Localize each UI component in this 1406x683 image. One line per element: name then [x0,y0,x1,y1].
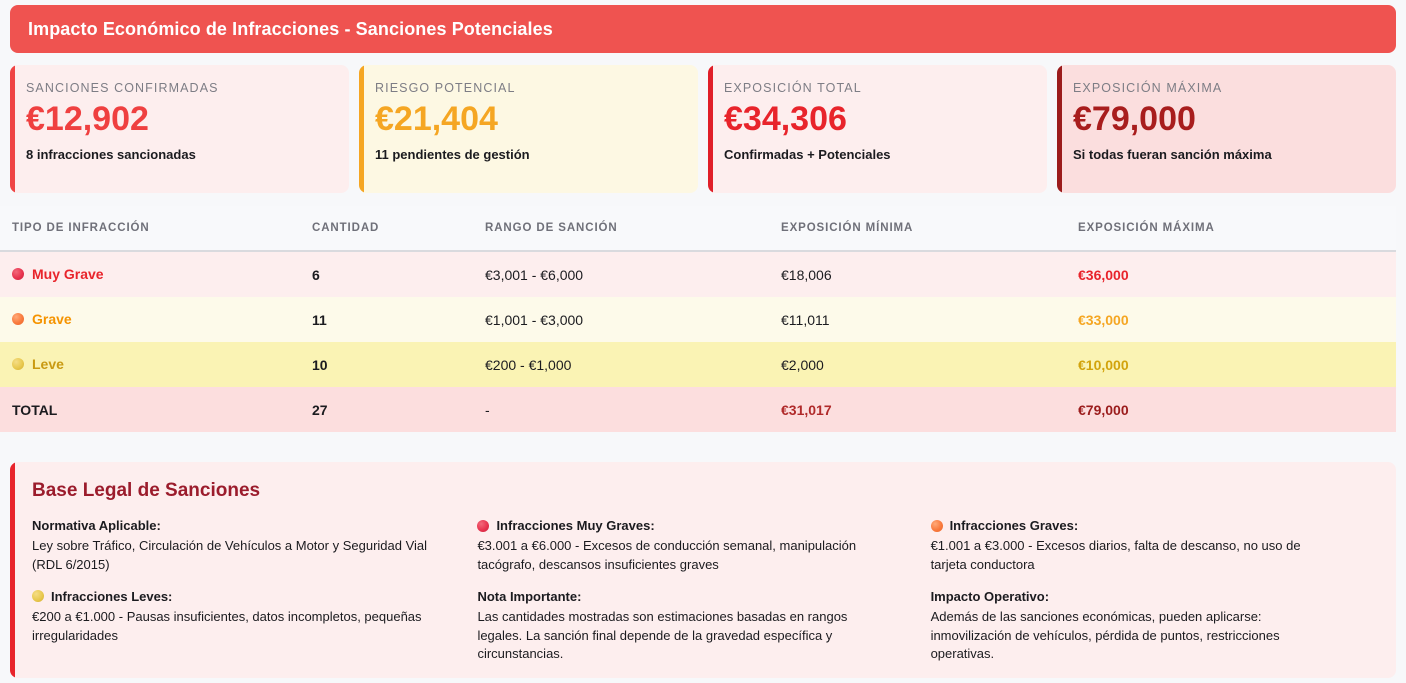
legal-block-heading [931,589,1332,604]
severity-text: Leve [32,356,64,372]
cell-total-label: TOTAL [12,401,58,418]
legal-heading-text: Infracciones Muy Graves: [496,518,655,533]
stat-card-label: EXPOSICIÓN MÁXIMA [1073,81,1223,95]
column-header-cantidad: CANTIDAD [312,222,380,234]
cell-rango: €1,001 - €3,000 [485,311,584,328]
legal-column-1 [32,518,477,678]
stat-card-sanciones-confirmadas [10,65,349,193]
legal-heading-text: Infracciones Leves: [51,588,173,604]
stat-card-subtitle: Confirmadas + Potenciales [724,146,891,162]
legal-heading-text: Impacto Operativo: [930,588,1050,604]
stat-card-value: €12,902 [26,100,149,138]
cell-cantidad: 11 [312,311,327,328]
table-total-row [0,387,1396,432]
stat-card-value: €34,306 [724,100,847,138]
severity-label-grave [12,311,72,327]
legal-block-body: Además de las sanciones económicas, pueden aplicarse: inmovilización de vehículos, pérdida de puntos, restricciones operativas. [930,608,1280,662]
red-circle-icon [477,520,489,532]
orange-circle-icon [12,313,24,325]
stat-card-subtitle: 11 pendientes de gestión [375,146,530,162]
legal-block-heading [32,518,433,533]
orange-circle-icon [931,520,943,532]
cell-rango: €200 - €1,000 [485,356,572,373]
severity-label-muy-grave [12,266,104,282]
stat-card-label: EXPOSICIÓN TOTAL [724,81,862,95]
cell-total-minima: €31,017 [781,401,832,418]
legal-block-body: €1.001 a €3.000 - Excesos diarios, falta de descanso, no uso de tarjeta conductora [930,538,1301,572]
stat-card-label: SANCIONES CONFIRMADAS [26,81,219,95]
stat-card-value: €21,404 [375,100,498,138]
yellow-circle-icon [12,358,24,370]
stat-card-subtitle: 8 infracciones sancionadas [26,146,196,162]
legal-basis-title: Base Legal de Sanciones [32,480,261,501]
legal-block-impacto-operativo [931,589,1332,665]
stat-card-value: €79,000 [1073,100,1196,138]
legal-block-body: Ley sobre Tráfico, Circulación de Vehículos a Motor y Seguridad Vial (RDL 6/2015) [32,538,428,572]
stat-card-label: RIESGO POTENCIAL [375,81,516,95]
summary-cards [10,65,1396,193]
cell-rango: €3,001 - €6,000 [485,266,584,283]
legal-block-heading [477,589,886,604]
column-header-tipo: TIPO DE INFRACCIÓN [12,222,150,234]
cell-exposicion-maxima: €36,000 [1078,266,1129,283]
legal-heading-text: Normativa Aplicable: [32,518,161,533]
legal-heading-text: Infracciones Graves: [949,518,1079,533]
cell-total-rango: - [485,401,490,418]
legal-basis-panel [10,462,1396,678]
cell-total-maxima: €79,000 [1078,401,1129,418]
column-header-rango: RANGO DE SANCIÓN [485,222,618,234]
legal-column-2 [477,518,930,678]
stat-card-riesgo-potencial [359,65,698,193]
page-title: Impacto Económico de Infracciones - Sanciones Potenciales [28,18,553,39]
table-header-row [0,206,1396,252]
stat-card-subtitle: Si todas fueran sanción máxima [1073,146,1272,162]
legal-block-nota-importante [477,589,886,665]
legal-block-infracciones-muy-graves [477,518,886,575]
table-row[interactable] [0,342,1396,387]
legal-block-infracciones-graves [931,518,1332,575]
legal-block-body: €3.001 a €6.000 - Excesos de conducción semanal, manipulación tacógrafo, descansos insuficientes graves [477,538,857,572]
red-circle-icon [12,268,24,280]
legal-block-heading [477,518,886,533]
infractions-table [0,206,1396,432]
column-header-maxima: EXPOSICIÓN MÁXIMA [1078,222,1215,234]
page-header-banner [10,5,1396,53]
legal-heading-text: Nota Importante: [477,588,582,604]
stat-card-exposicion-maxima [1057,65,1396,193]
cell-cantidad: 10 [312,356,328,373]
legal-block-body: Las cantidades mostradas son estimaciones basadas en rangos legales. La sanción final depende de la gravedad específica y circunstancias. [477,608,848,662]
legal-block-heading [931,518,1332,533]
cell-cantidad: 6 [312,266,320,283]
severity-text: Grave [32,311,72,327]
legal-basis-columns [32,518,1376,678]
column-header-minima: EXPOSICIÓN MÍNIMA [781,222,914,234]
table-row[interactable] [0,252,1396,297]
legal-block-body: €200 a €1.000 - Pausas insuficientes, datos incompletos, pequeñas irregularidades [32,608,422,643]
cell-exposicion-minima: €2,000 [781,356,824,373]
cell-tipo [0,266,306,283]
stat-card-exposicion-total [708,65,1047,193]
cell-total-cantidad: 27 [312,401,328,418]
table-row[interactable] [0,297,1396,342]
yellow-circle-icon [32,590,44,602]
legal-column-3 [931,518,1376,678]
legal-block-infracciones-leves [32,589,433,646]
legal-block-normativa [32,518,433,575]
cell-exposicion-maxima: €10,000 [1078,356,1129,373]
severity-label-leve [12,356,64,372]
cell-exposicion-minima: €11,011 [781,311,830,328]
cell-exposicion-minima: €18,006 [781,266,832,283]
cell-exposicion-maxima: €33,000 [1078,311,1129,328]
cell-tipo [0,311,306,328]
severity-text: Muy Grave [32,266,104,282]
legal-block-heading [32,589,433,604]
cell-tipo [0,356,306,373]
